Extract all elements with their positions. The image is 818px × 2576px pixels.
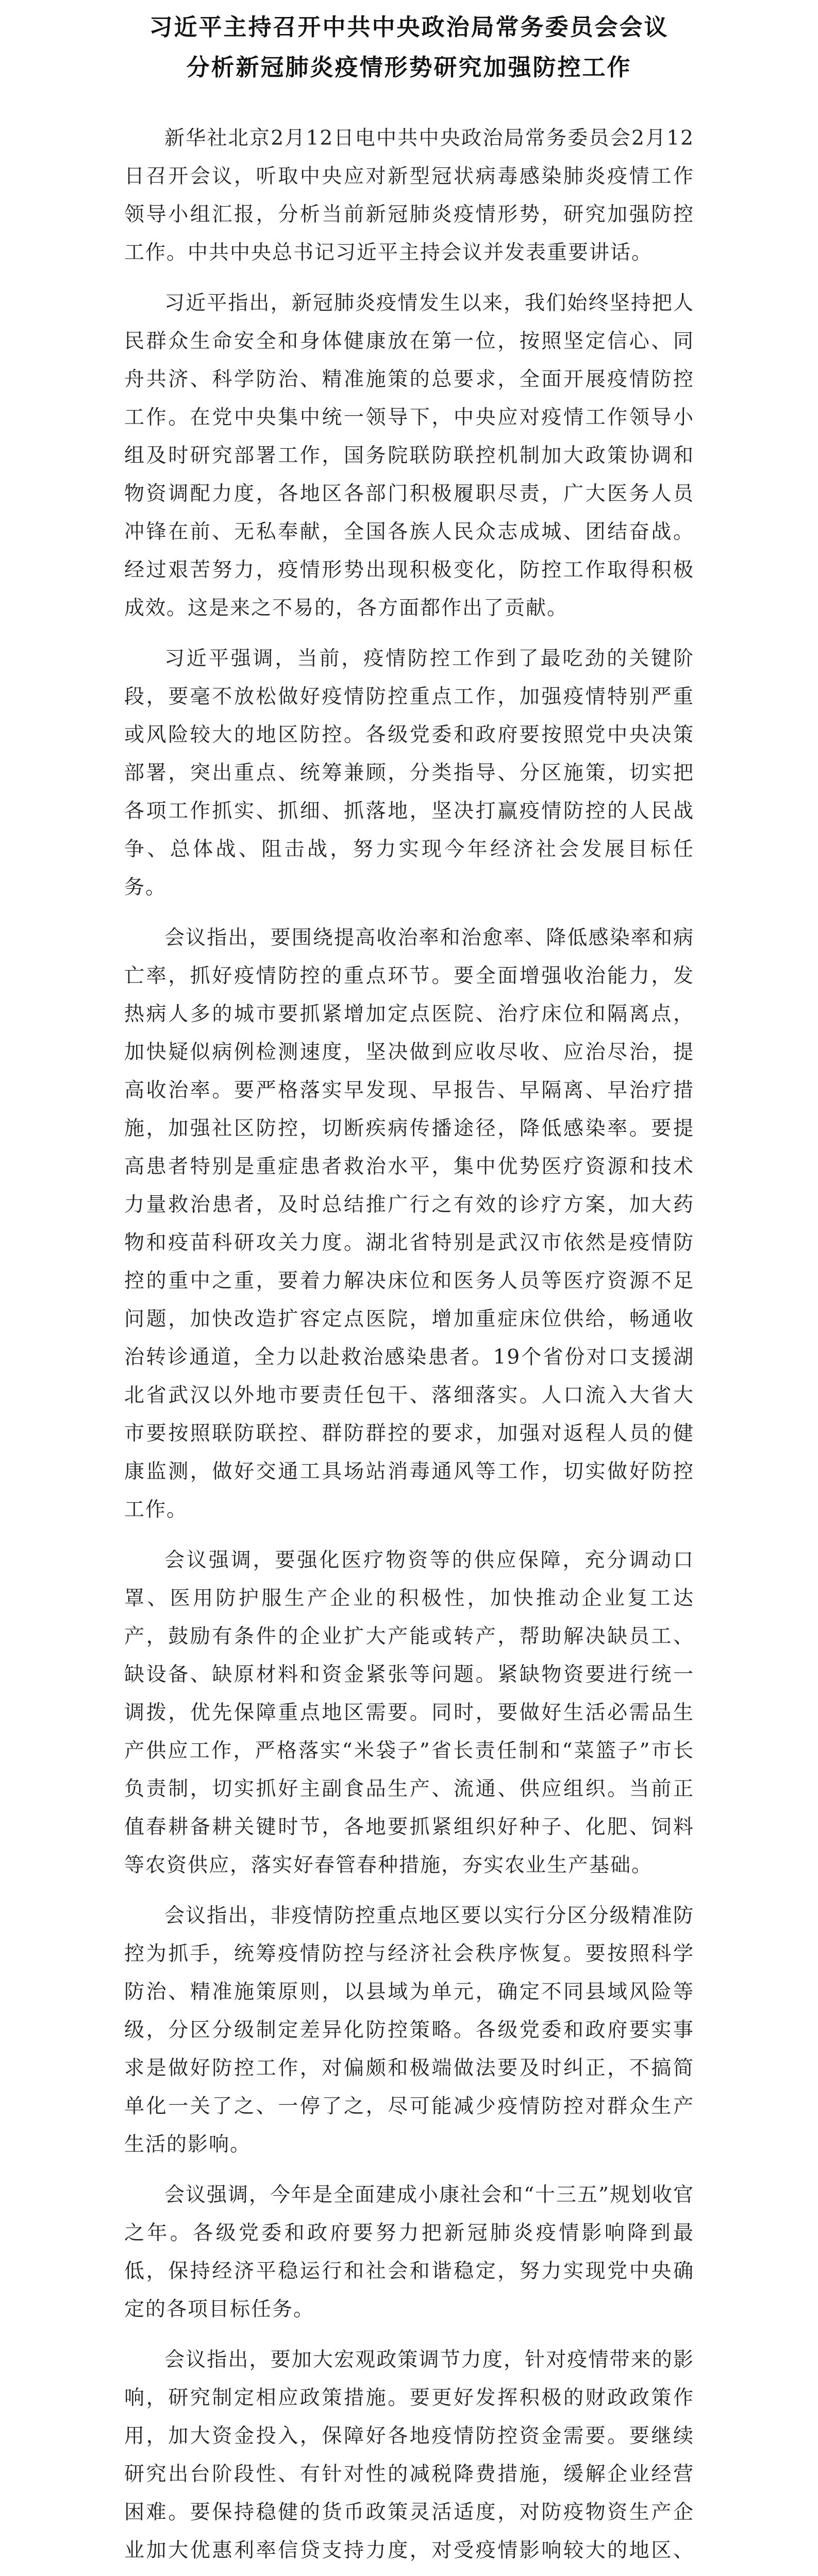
headline-line-1: 习近平主持召开中共中央政治局常务委员会会议 [149,13,669,41]
article-body [124,120,694,2576]
article-paragraph: 会议指出，要加大宏观政策调节力度，针对疫情带来的影响，研究制定相应政策措施。要更好发挥积极的财政政策作用，加大资金投入，保障好各地疫情防控资金需要。要继续研究出台阶段性、有针对性的减税降费措施，缓解企业经营困难。要保持稳健的货币政策灵活适度，对防疫物资生产企业加大优惠利率信贷支持力度，对受疫情影响较大的地区、 [124,2348,694,2562]
article-paragraph: 习近平指出，新冠肺炎疫情发生以来，我们始终坚持把人民群众生命安全和身体健康放在第一位，按照坚定信心、同舟共济、科学防治、精准施策的总要求，全面开展疫情防控工作。在党中央集中统一领导下，中央应对疫情工作领导小组及时研究部署工作，国务院联防联控机制加大政策协调和物资调配力度，各地区各部门积极履职尽责，广大医务人员冲锋在前、无私奉献，全国各族人民众志成城、团结奋战。经过艰苦努力，疫情形势出现积极变化，防控工作取得积极成效。这是来之不易的，各方面都作出了贡献。 [124,292,694,620]
article-paragraph: 会议指出，要围绕提高收治率和治愈率、降低感染率和病亡率，抓好疫情防控的重点环节。要全面增强收治能力，发热病人多的城市要抓紧增加定点医院、治疗床位和隔离点，加快疑似病例检测速度，坚决做到应收尽收、应治尽治，提高收治率。要严格落实早发现、早报告、早隔离、早治疗措施，加强社区防控，切断疾病传播途径，降低感染率。要提高患者特别是重症患者救治水平，集中优势医疗资源和技术力量救治患者，及时总结推广行之有效的诊疗方案，加大药物和疫苗科研攻关力度。湖北省特别是武汉市依然是疫情防控的重中之重，要着力解决床位和医务人员等医疗资源不足问题，加快改造扩容定点医院，增加重症床位供给，畅通收治转诊通道，全力以赴救治感染患者。19个省份对口支援湖北省武汉以外地市要责任包干、落细落实。人口流入大省大市要按照联防联控、群防群控的要求，加强对返程人员的健康监测，做好交通工具场站消毒通风等工作，切实做好防控工作。 [124,926,694,1521]
headline-line-2: 分析新冠肺炎疫情形势研究加强防控工作 [186,54,632,81]
article-paragraph: 会议强调，今年是全面建成小康社会和“十三五”规划收官之年。各级党委和政府要努力把新冠肺炎疫情影响降到最低，保持经济平稳运行和社会和谐稳定，努力实现党中央确定的各项目标任务。 [124,2183,694,2321]
article-headline [0,7,818,88]
article-paragraph: 新华社北京2月12日电中共中央政治局常务委员会2月12日召开会议，听取中央应对新型冠状病毒感染肺炎疫情工作领导小组汇报，分析当前新冠肺炎疫情形势，研究加强防控工作。中共中央总书记习近平主持会议并发表重要讲话。 [124,127,694,264]
article-paragraph: 会议强调，要强化医疗物资等的供应保障，充分调动口罩、医用防护服生产企业的积极性，加快推动企业复工达产，鼓励有条件的企业扩大产能或转产，帮助解决缺员工、缺设备、缺原材料和资金紧张等问题。紧缺物资要进行统一调拨，优先保障重点地区需要。同时，要做好生活必需品生产供应工作，严格落实“米袋子”省长责任制和“菜篮子”市长负责制，切实抓好主副食品生产、流通、供应组织。当前正值春耕备耕关键时节，各地要抓紧组织好种子、化肥、饲料等农资供应，落实好春管春种措施，夯实农业生产基础。 [124,1549,694,1877]
article-paragraph: 习近平强调，当前，疫情防控工作到了最吃劲的关键阶段，要毫不放松做好疫情防控重点工作，加强疫情特别严重或风险较大的地区防控。各级党委和政府要按照党中央决策部署，突出重点、统筹兼顾，分类指导、分区施策，切实把各项工作抓实、抓细、抓落地，坚决打赢疫情防控的人民战争、总体战、阻击战，努力实现今年经济社会发展目标任务。 [124,647,694,899]
article-paragraph: 会议指出，非疫情防控重点地区要以实行分区分级精准防控为抓手，统筹疫情防控与经济社会秩序恢复。要按照科学防治、精准施策原则，以县域为单元，确定不同县域风险等级，分区分级制定差异化防控策略。各级党委和政府要实事求是做好防控工作，对偏颇和极端做法要及时纠正，不搞简单化一关了之、一停了之，尽可能减少疫情防控对群众生产生活的影响。 [124,1904,694,2156]
